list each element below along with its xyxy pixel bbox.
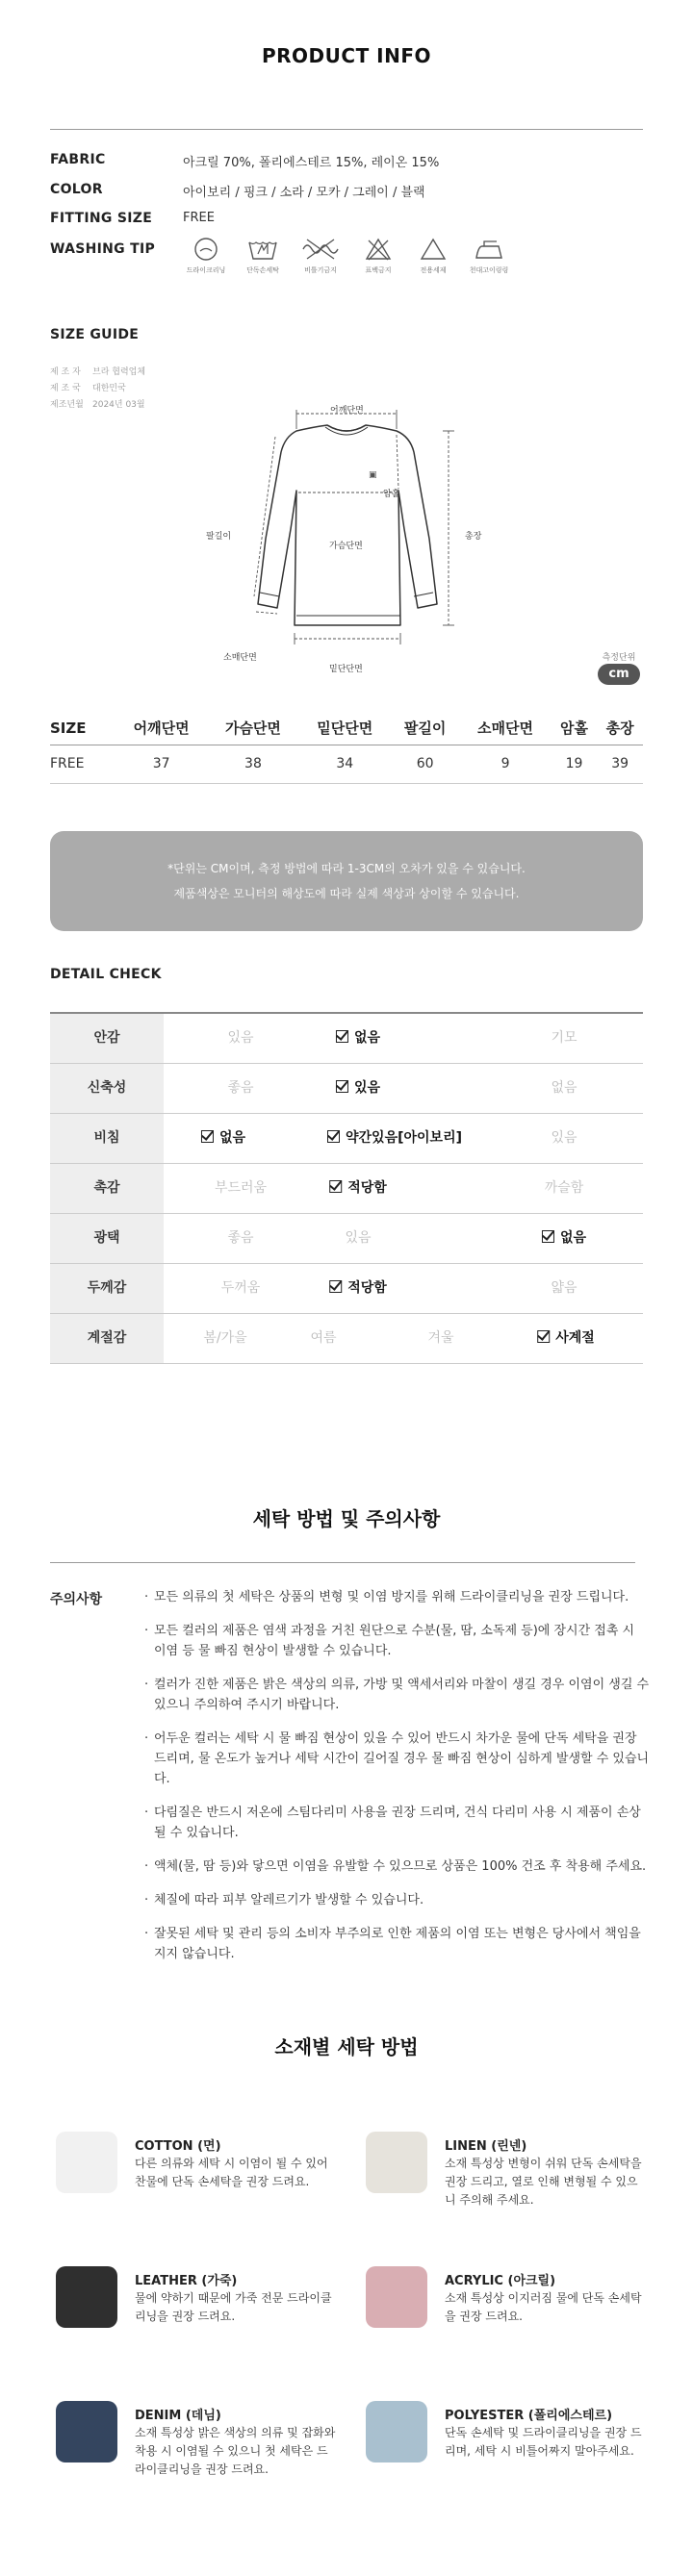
color-label: COLOR bbox=[50, 182, 103, 197]
option-label: 두꺼움 bbox=[220, 1280, 261, 1296]
detail-check-row bbox=[50, 1314, 643, 1364]
notice-line: 제품색상은 모니터의 해상도에 따라 실제 색상과 상이할 수 있습니다. bbox=[173, 887, 520, 900]
material-name: POLYESTER (폴리에스테르) bbox=[445, 2409, 613, 2423]
option-label: 있음 bbox=[227, 1030, 254, 1046]
bleach-caption: 전용세제 bbox=[420, 266, 447, 274]
material-name: DENIM (데님) bbox=[135, 2409, 221, 2423]
no-machine-wash-icon bbox=[297, 237, 344, 275]
checkbox-icon bbox=[542, 1230, 554, 1243]
material-desc: 단독 손세탁 및 드라이클리닝을 권장 드리며, 세탁 시 비틀어짜지 말아주세요. bbox=[445, 2426, 642, 2458]
size-cell: FREE bbox=[50, 745, 116, 783]
divider bbox=[50, 1562, 635, 1563]
caution-label: 주의사항 bbox=[50, 1592, 103, 1607]
detail-check-option bbox=[227, 1064, 253, 1113]
option-label: 약간있음[아이보리] bbox=[346, 1130, 462, 1146]
acrylic-swatch bbox=[366, 2266, 427, 2328]
detail-check-heading: DETAIL CHECK bbox=[50, 967, 162, 982]
size-cell: 38 bbox=[207, 745, 298, 783]
detail-check-option bbox=[329, 1264, 387, 1313]
fitting-label: FITTING SIZE bbox=[50, 211, 153, 226]
detail-check-label: 신축성 bbox=[50, 1064, 164, 1113]
size-guide-heading: SIZE GUIDE bbox=[50, 327, 140, 342]
checkbox-icon bbox=[336, 1080, 348, 1093]
detail-check-row bbox=[50, 1014, 643, 1064]
option-label: 기모 bbox=[551, 1030, 578, 1046]
material-desc: 다른 의류와 세탁 시 이염이 될 수 있어 찬물에 단독 손세탁을 권장 드려요. bbox=[135, 2157, 328, 2188]
list-item: · 액체(물, 땀 등)와 닿으면 이염을 유발할 수 있으므로 상품은 100% 건조 후 착용해 주세요. bbox=[144, 1856, 650, 1877]
dry-clean-caption: 드라이크리닝 bbox=[186, 266, 226, 274]
garment-diagram bbox=[212, 394, 481, 654]
option-label: 없음 bbox=[353, 1030, 381, 1046]
detail-check-row bbox=[50, 1264, 643, 1314]
linen-swatch bbox=[366, 2132, 427, 2193]
table-row bbox=[50, 745, 643, 783]
size-cell: 37 bbox=[116, 745, 207, 783]
checkbox-icon bbox=[336, 1030, 348, 1043]
detail-check-option bbox=[336, 1014, 380, 1063]
size-header-cell: 팔길이 bbox=[391, 712, 459, 745]
detail-check-table bbox=[50, 1012, 643, 1364]
size-header-cell: 밑단단면 bbox=[299, 712, 391, 745]
detail-check-option bbox=[551, 1264, 577, 1313]
option-label: 겨울 bbox=[427, 1330, 454, 1346]
size-notice bbox=[50, 831, 643, 931]
size-header-cell: 가슴단면 bbox=[207, 712, 298, 745]
option-label: 없음 bbox=[218, 1130, 246, 1146]
cotton-swatch bbox=[56, 2132, 117, 2193]
detail-check-option bbox=[551, 1114, 577, 1163]
page-title: PRODUCT INFO bbox=[261, 44, 432, 67]
detail-check-option bbox=[537, 1314, 595, 1363]
option-label: 적당함 bbox=[347, 1180, 387, 1196]
option-label: 봄/가을 bbox=[203, 1330, 247, 1346]
length-label: 총장 bbox=[465, 532, 482, 542]
color-value: 아이보리 / 핑크 / 소라 / 모카 / 그레이 / 블랙 bbox=[183, 186, 425, 200]
iron-icon bbox=[466, 237, 512, 275]
chest-label: 가슴단면 bbox=[329, 542, 363, 551]
detail-check-row bbox=[50, 1064, 643, 1114]
size-cell: 34 bbox=[299, 745, 391, 783]
option-label: 없음 bbox=[551, 1080, 578, 1096]
option-label: 적당함 bbox=[347, 1280, 387, 1296]
size-table-header bbox=[50, 712, 643, 745]
detail-check-label: 비침 bbox=[50, 1114, 164, 1163]
no-bleach-caption: 표백금지 bbox=[365, 266, 392, 274]
detail-check-option bbox=[545, 1164, 584, 1213]
iron-caption: 천대고이링링 bbox=[469, 266, 509, 274]
detail-check-option bbox=[227, 1214, 253, 1263]
meta-manufacturer: 제 조 자 브라 협력업체 bbox=[50, 367, 146, 377]
checkbox-icon bbox=[329, 1280, 342, 1293]
size-cell: 60 bbox=[391, 745, 459, 783]
polyester-swatch bbox=[366, 2401, 427, 2462]
material-name: ACRYLIC (아크릴) bbox=[445, 2274, 556, 2288]
option-label: 있음 bbox=[551, 1130, 578, 1146]
leather-swatch bbox=[56, 2266, 117, 2328]
detail-check-option bbox=[336, 1064, 380, 1113]
detail-check-option bbox=[551, 1014, 577, 1063]
denim-swatch bbox=[56, 2401, 117, 2462]
list-item: · 체질에 따라 피부 알레르기가 발생할 수 있습니다. bbox=[144, 1890, 650, 1910]
list-item: · 컬러가 진한 제품은 밝은 색상의 의류, 가방 및 액세서리와 마찰이 생길 경우 이염이 생길 수 있으니 주의하여 주시기 바랍니다. bbox=[144, 1675, 650, 1715]
size-header-cell: SIZE bbox=[50, 712, 116, 745]
detail-check-option bbox=[427, 1314, 453, 1363]
shoulder-label: 어깨단면 bbox=[330, 406, 364, 416]
detail-check-option bbox=[542, 1214, 586, 1263]
option-label: 사계절 bbox=[555, 1330, 595, 1346]
meta-country: 제 조 국 대한민국 bbox=[50, 384, 126, 393]
detail-check-option bbox=[203, 1314, 246, 1363]
checkbox-icon bbox=[537, 1330, 550, 1343]
option-label: 있음 bbox=[345, 1230, 372, 1246]
no-machine-wash-caption: 비틀기금지 bbox=[304, 266, 337, 274]
size-cell: 39 bbox=[597, 745, 643, 783]
unit-caption: 측정단위 bbox=[602, 653, 636, 663]
checkbox-icon bbox=[201, 1130, 214, 1143]
material-desc: 물에 약하기 때문에 가죽 전문 드라이클리닝을 권장 드려요. bbox=[135, 2291, 332, 2323]
armhole-label: 암홀 bbox=[383, 490, 400, 499]
list-item: · 잘못된 세탁 및 관리 등의 소비자 부주의로 인한 제품의 이염 또는 변형은 당사에서 책임을 지지 않습니다. bbox=[144, 1924, 650, 1964]
detail-check-option bbox=[551, 1064, 577, 1113]
list-item: · 다림질은 반드시 저온에 스팀다리미 사용을 권장 드리며, 건식 다리미 사용 시 제품이 손상될 수 있습니다. bbox=[144, 1803, 650, 1843]
hand-wash-icon bbox=[240, 237, 286, 275]
material-name: LEATHER (가죽) bbox=[135, 2274, 238, 2288]
checkbox-icon bbox=[329, 1180, 342, 1193]
material-name: LINEN (린넨) bbox=[445, 2139, 527, 2154]
list-item: · 모든 의류의 첫 세탁은 상품의 변형 및 이염 방지를 위해 드라이클리닝을 권장 드립니다. bbox=[144, 1587, 650, 1607]
size-cell: 9 bbox=[459, 745, 551, 783]
option-label: 있음 bbox=[353, 1080, 381, 1096]
fitting-value: FREE bbox=[183, 211, 215, 225]
divider bbox=[50, 129, 643, 130]
notice-line: *단위는 CM이며, 측정 방법에 따라 1-3CM의 오차가 있을 수 있습니다. bbox=[167, 862, 526, 875]
detail-check-label: 두께감 bbox=[50, 1264, 164, 1313]
option-label: 부드러움 bbox=[214, 1180, 268, 1196]
material-desc: 소재 특성상 변형이 쉬워 단독 손세탁을 권장 드리고, 열로 인해 변형될 수 있으니 주의해 주세요. bbox=[445, 2157, 642, 2207]
detail-check-option bbox=[221, 1264, 261, 1313]
hem-label: 밑단단면 bbox=[329, 665, 363, 674]
cuff-label: 소매단면 bbox=[223, 653, 257, 663]
caution-list bbox=[144, 1587, 650, 1978]
sleeve-label: 팔길이 bbox=[206, 532, 232, 542]
option-label: 좋음 bbox=[227, 1080, 254, 1096]
fabric-value: 아크릴 70%, 폴리에스테르 15%, 레이온 15% bbox=[183, 156, 440, 170]
washing-label: WASHING TIP bbox=[50, 241, 156, 257]
size-table bbox=[50, 712, 643, 784]
detail-check-label: 광택 bbox=[50, 1214, 164, 1263]
material-name: COTTON (면) bbox=[135, 2139, 221, 2154]
washing-heading: 세탁 방법 및 주의사항 bbox=[252, 1507, 441, 1530]
detail-check-label: 촉감 bbox=[50, 1164, 164, 1213]
size-header-cell: 소매단면 bbox=[459, 712, 551, 745]
material-desc: 소재 특성상 이지러짐 물에 단독 손세탁을 권장 드려요. bbox=[445, 2291, 642, 2323]
detail-check-row bbox=[50, 1164, 643, 1214]
detail-check-label: 안감 bbox=[50, 1014, 164, 1063]
fabric-label: FABRIC bbox=[50, 152, 106, 167]
option-label: 없음 bbox=[559, 1230, 587, 1246]
detail-check-label: 계절감 bbox=[50, 1314, 164, 1363]
dry-clean-icon bbox=[183, 237, 229, 275]
unit-badge: cm bbox=[598, 664, 640, 685]
detail-check-option bbox=[310, 1314, 336, 1363]
detail-check-option bbox=[329, 1164, 387, 1213]
detail-check-option bbox=[215, 1164, 267, 1213]
size-header-cell: 어깨단면 bbox=[116, 712, 207, 745]
detail-check-option bbox=[201, 1114, 245, 1163]
meta-date: 제조년월 2024년 03월 bbox=[50, 400, 145, 410]
option-label: 여름 bbox=[310, 1330, 337, 1346]
list-item: · 어두운 컬러는 세탁 시 물 빠짐 현상이 있을 수 있어 반드시 차가운 물에 단독 세탁을 권장 드리며, 물 온도가 높거나 세탁 시간이 길어질 경우 물 빠짐 현상이 심하게 발생할 수 있습니다. bbox=[144, 1729, 650, 1789]
size-header-cell: 총장 bbox=[597, 712, 643, 745]
bleach-icon bbox=[410, 237, 456, 275]
option-label: 까슬함 bbox=[544, 1180, 584, 1196]
no-bleach-icon bbox=[355, 237, 401, 275]
detail-check-row bbox=[50, 1214, 643, 1264]
detail-check-option bbox=[227, 1014, 253, 1063]
svg-text:▣: ▣ bbox=[369, 470, 377, 480]
size-cell: 19 bbox=[552, 745, 598, 783]
size-header-cell: 암홀 bbox=[552, 712, 598, 745]
hand-wash-caption: 단독손세탁 bbox=[246, 266, 279, 274]
detail-check-row bbox=[50, 1114, 643, 1164]
option-label: 얇음 bbox=[551, 1280, 578, 1296]
list-item: · 모든 컬러의 제품은 염색 과정을 거친 원단으로 수분(물, 땀, 소독제 등)에 장시간 접촉 시 이염 등 물 빠짐 현상이 발생할 수 있습니다. bbox=[144, 1621, 650, 1661]
materials-heading: 소재별 세탁 방법 bbox=[274, 2035, 419, 2058]
detail-check-option bbox=[345, 1214, 371, 1263]
checkbox-icon bbox=[327, 1130, 340, 1143]
material-desc: 소재 특성상 밝은 색상의 의류 및 잡화와 착용 시 이염될 수 있으니 첫 세탁은 드라이클리닝을 권장 드려요. bbox=[135, 2426, 336, 2476]
detail-check-option bbox=[327, 1114, 462, 1163]
option-label: 좋음 bbox=[227, 1230, 254, 1246]
